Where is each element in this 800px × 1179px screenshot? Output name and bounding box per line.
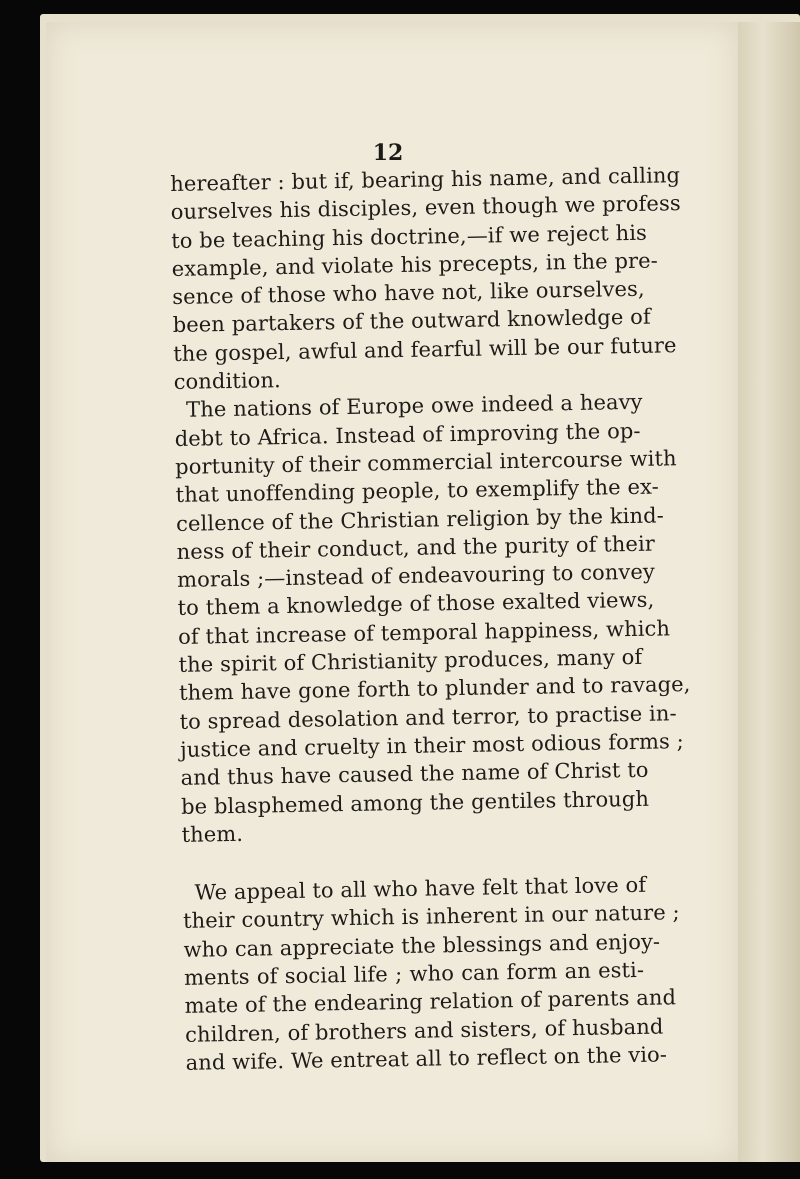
text-line: ness of their conduct, and the purity of their	[176, 531, 656, 564]
text-line: morals ;—instead of endeavouring to convey	[176, 559, 656, 593]
text-line: the gospel, awful and fearful will be our future	[172, 332, 677, 366]
text-line: example, and violate his precepts, in the pre-	[171, 248, 659, 281]
text-line: ments of social life ; who can form an esti-	[183, 957, 645, 990]
text-line: We appeal to all who have felt that love of	[194, 872, 647, 905]
text-line: to be teaching his doctrine,—if we reject his	[171, 220, 648, 253]
text-line: of that increase of temporal happiness, which	[177, 616, 671, 649]
page-number: 12	[372, 140, 404, 166]
body-text	[170, 162, 691, 1077]
text-line: and wife. We entreat all to reflect on the vio-	[185, 1042, 668, 1075]
text-line: mate of the endearing relation of parents and	[184, 985, 677, 1019]
text-line: the spirit of Christianity produces, many of	[178, 644, 643, 677]
text-line: to them a knowledge of those exalted views,	[177, 588, 655, 621]
text-line: sence of those who have not, like ourselves,	[172, 276, 645, 310]
text-line: that unoffending people, to exemplify the ex-	[175, 474, 659, 508]
text-line: debt to Africa. Instead of improving the op-	[174, 418, 641, 451]
text-line: cellence of the Christian religion by the kind-	[175, 502, 665, 536]
text-line: them.	[181, 821, 244, 847]
text-line: and thus have caused the name of Christ to	[180, 757, 649, 791]
text-line: who can appreciate the blessings and enjoy-	[183, 929, 661, 962]
text-line: them have gone forth to plunder and to ravage,	[178, 672, 691, 706]
text-line: condition.	[173, 368, 281, 395]
page-edge	[738, 22, 800, 1162]
text-line: hereafter : but if, bearing his name, and calling	[170, 163, 681, 196]
text-line: portunity of their commercial intercourse with	[174, 446, 677, 479]
text-line: to spread desolation and terror, to practise in-	[179, 700, 677, 734]
text-line: been partakers of the outward knowledge of	[172, 305, 651, 338]
text-line: justice and cruelty in their most odious forms ;	[179, 729, 685, 762]
text-line: their country which is inherent in our nature ;	[182, 900, 680, 934]
text-line: be blasphemed among the gentiles through	[180, 786, 650, 819]
text-line: ourselves his disciples, even though we profess	[170, 191, 681, 225]
text-line: children, of brothers and sisters, of husband	[184, 1014, 664, 1047]
text-line: The nations of Europe owe indeed a heavy	[185, 390, 643, 423]
